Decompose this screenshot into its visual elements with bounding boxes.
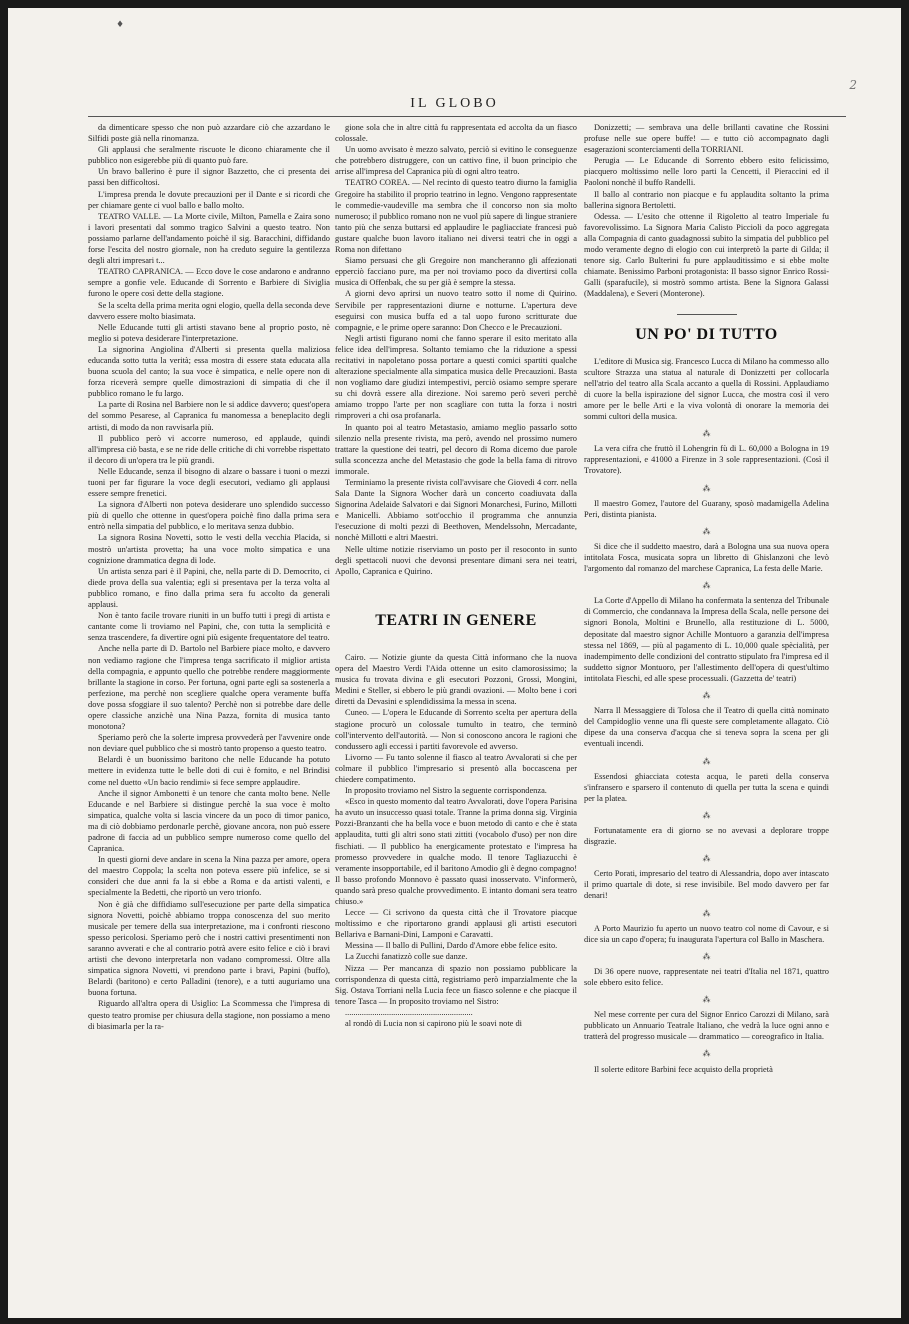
paragraph: Livorno — Fu tanto solenne il fiasco al teatro Avvalorati si che per colmare il pubblico l'impresario si presentò alla boccascena per chiedere compatimento. [335,752,577,784]
paragraph: al rondò di Lucia non si capirono più le soavi note di [345,1019,522,1029]
paragraph: Narra Il Messaggiere di Tolosa che il Teatro di quella città nominato del Campidoglio venne una fli queste sere completamente allagato. Ciò dipese da una conserva d'acqua che si teneva sopra la scena per gli eventuali incendi. [584,706,829,749]
paragraph: La Corte d'Appello di Milano ha confermata la sentenza del Tribunale di Commercio, che condannava la Impresa della Scala, nelle persone dei signori Bonola, Moltini e Brunello, alla restituzione di L. 5000, depositate dal maestro signor Achille Montuoro a garanzia dell'impresa stessa nel 1869, — più al pagamento di L. 10,000 quale spècialità, per inadempimento delle condizioni del contratto stipulato fra l'impresa ed il suddetto signor Montuoro, per l'allestimento dell'opera di quest'ultimo intitolata Fieschi, ed alle spese processuali. (Gazzetta de' teatri) [584,596,829,683]
paragraph: Belardi è un buonissimo baritono che nelle Educande ha potuto mettere in evidenza tutte le belle doti di cui è fornito, e nel Brindisi come nel duetto «Un bacio rendimi» si fece sempre applaudire. [88,755,330,787]
paragraph: La parte di Rosina nel Barbiere non le si addice davvero; quest'opera del sommo Pesarese, al Capranica fu manomessa a beneplacito degli artisti, di modo da non ravvisarla più. [88,400,330,432]
header-rule [88,116,846,117]
column-3-items [584,356,829,1075]
paragraph: La signorina Angiolina d'Alberti si presenta quella maliziosa educanda sotto tutta la verità; essa mostra di essere stata educata alla buona scuola del canto; la sua voce è simpatica, e nelle opere non di forza riceverà sempre quelle dimostrazioni di simpatia di che il pubblico romano le fu largo. [88,344,330,399]
paragraph: Il pubblico però vi accorre numeroso, ed applaude, quindi all'impresa ciò basta, e se ne ride delle critiche di chi vorrebbe rispettato il decoro di un'opera tra le più grandi. [88,433,330,465]
paragraph: gione sola che in altre città fu rappresentata ed accolta da un fiasco colossale. [335,123,577,144]
paragraph: In quanto poi al teatro Metastasio, amiamo meglio passarlo sotto silenzio nella presente rivista, ma però, avendo nel prossimo numero trattare la questione dei teatri, pel decoro di Roma dicemo due parole sulla sconcezza anche del Metastasio che gode la bella fama di ritrovo immorale. [335,422,577,476]
page-number: 2 [849,78,857,92]
item-separator: ⁂ [702,429,711,439]
column-1 [88,122,330,1032]
item-separator: ⁂ [702,908,711,918]
paragraph: Messina — Il ballo di Pullini, Dardo d'Amore ebbe felice esito. [345,941,558,951]
paragraph: Nelle Educande, senza il bisogno di alzare o bassare i tuoni o mezzi tuoni per far figurare la voce degli esecutori, vediamo gli applausi essere sempre frenetici. [88,466,330,499]
paragraph: Non è tanto facile trovare riuniti in un buffo tutti i pregi di artista e cantante come li troviamo nel Papini, che, con tutta la semplicità e senza trascendere, fa divertire ogni più esigente frequentatore del teatro. [88,611,330,643]
paragraph: Certo Porati, impresario del teatro di Alessandria, dopo aver intascato il primo quartale di dote, si rese invisibile. Bel modo davvero per far denari! [584,869,829,901]
paragraph: Nelle Educande tutti gli artisti stavano bene al proprio posto, nè meglio si poteva desiderare l'interpretazione. [88,322,330,343]
paragraph: Il maestro Gomez, l'autore del Guarany, sposò madamigella Adelina Peri, distinta pianista. [584,498,829,519]
column-2 [335,122,577,1029]
paragraph: L'impresa prenda le dovute precauzioni per il Dante e si ricordi che per chiamare gente ci vuol ballo e ballo molto. [88,189,330,210]
paragraph: Nizza — Per mancanza di spazio non possiamo pubblicare la corrispondenza di questa città, registriamo però imparzialmente che la Sig. Ostava Torriani nella Lucia fece un fiasco solenne e che piacque il tenore Tasca — In proposito troviamo nel Sistro: [335,963,577,1006]
column-3 [584,122,829,1081]
paragraph: A Porto Maurizio fu aperto un nuovo teatro col nome di Cavour, e si dice sia un capo d'opera; fu inaugurata l'apertura col Ballo in Maschera. [584,923,829,944]
paragraph: Donizzetti; — sembrava una delle brillanti cavatine che Rossini profuse nelle sue opere buffe! — e tutto ciò accompagnato dagli esagerazioni sconterciamenti della TORRIANI. [584,123,829,155]
paragraph: TEATRO COREA. — Nel recinto di questo teatro diurno la famiglia Gregoire ha stabilito il proprio teatrino in legno. Vengono rappresentate le commedie-vaudeville ma sembra che il concorso non sia molto numeroso; il pubblico romano non ne vuol più sapere di lingue straniere tanto più che senza buttarsi ed applaudire le pagliacciate francesi può gustare qualche buon lavoro italiano nei diversi teatri che in oggi a Roma non difettano [335,178,577,255]
paragraph: Speriamo però che la solerte impresa provvederà per l'avvenire onde non deviare quel pubblico che si mostrò tanto propenso a questo teatro. [88,733,330,754]
item-separator: ⁂ [702,854,711,864]
paragraph: Fortunatamente era di giorno se no avevasi a deplorare troppe disgrazie. [584,825,829,847]
paragraph: da dimenticare spesso che non può azzardare ciò che azzardano le Silfidi poste già nella rinomanza. [88,123,330,144]
paragraph: La signora Rosina Novetti, sotto le vesti della vecchia Placida, si mostrò un'artista provetta; ha una voce molto simpatica e una cognizione drammatica degna di lode. [88,533,330,565]
column-2-top [335,122,577,577]
paragraph: «Esco in questo momento dal teatro Avvalorati, dove l'opera Parisina ha avuto un insuccesso quasi totale. Tranne la prima donna sig. Virginia Pozzi-Branzanti che ha bella voce e buon metodo di canto e che è stata applaudita, tutti gli altri sono stati zittiti (vocabolo d'uso) per non dire fischiati. — Il pubblico ha energicamente protestato e l'impresa ha promesso provvedere in qualche modo. Il tenore Tagliazucchi è veramente insopportabile, ed il baritono Amodio gli è degno compagno! Il basso profondo Monnovo è passato quasi inosservato. V'informerò, quando sarà preso qualche provvedimento. E intanto domani sera teatro chiuso.» [335,797,577,906]
paragraph: Cairo. — Notizie giunte da questa Città informano che la nuova opera del Maestro Verdi l'Aida ottenne un esito clamorosissimo; la musica fu trovata divina e gli esecutori Pozzoni, Grossi, Mongini, Medini e Steller, si ebbero le più grandi ovazioni. — Molto bene i cori diretti da Devasini e splendidissima la messa in scena. [335,652,577,707]
column-2-bottom [335,652,577,1029]
paragraph: Un artista senza pari è il Papini, che, nella parte di D. Democrito, ci diede prova della sua valentia; egli si presentava per la terza volta al pubblico romano, e fino dalla prima sera fu accolto da generali applausi. [88,566,330,610]
item-separator: ⁂ [702,691,711,701]
paragraph: Il solerte editore Barbini fece acquisto della proprietà [594,1064,773,1074]
paragraph: TEATRO CAPRANICA. — Ecco dove le cose andarono e andranno sempre a gonfie vele. Educande di Sorrento e Barbiere di Siviglia furono le opere così dette della stagione. [88,267,330,299]
paragraph: Nel mese corrente per cura del Signor Enrico Carozzi di Milano, sarà pubblicato un Annuario Teatrale Italiano, che vedrà la luce ogni anno e tratterà del progresso musicale — drammatico — coreografico in Italia. [584,1010,829,1042]
paragraph: L'editore di Musica sig. Francesco Lucca di Milano ha commesso allo scultore Strazza una statua al naturale di Donizzetti per collocarla nell'atrio del teatro alla Scala accanto a quella di Rossini. Applaudiamo di cuore la bella ispirazione del signor Lucca, che mostra così il vero amore per le belle Arti e la viva volontà di onorare la memoria dei sommi cultori della musica. [584,356,829,422]
item-separator: ⁂ [702,995,711,1005]
paragraph: ............................................................. [345,1007,473,1017]
paragraph: Un uomo avvisato è mezzo salvato, perciò si evitino le conseguenze che potrebbero distruggere, con un cattivo fine, il buon principio che arrise all'impresa del Capranica più di ogni altro teatro. [335,145,577,177]
paragraph: Il ballo al contrario non piacque e fu applaudita soltanto la prima ballerina signora Bertoletti. [584,189,829,210]
paragraph: Anche nella parte di D. Bartolo nel Barbiere piace molto, e davvero non vediamo ragione che l'impresa tenga sacrificato il miglior artista della compagnia, e appunto quello che potrebbe rendere maggiormente brillante la stagione in corso. Per fortuna, ogni parte egli sa sostenerla a perfezione, ma perchè non scegliere qualche opera veramente buffa dove possa sfoggiare il suo talento? Perchè non si potrebbe dare delle opere classiche anzichè una Nina Pazza, fornita di musica tanto monotona? [88,644,330,732]
section-heading-teatri: TEATRI IN GENERE [375,611,537,629]
paragraph: Perugia — Le Educande di Sorrento ebbero esito felicissimo, piacquero moltissimo nelle loro parti la Cencetti, il Pieraccini ed il Paoloni nonchè il buffo Randelli. [584,156,829,188]
item-separator: ⁂ [702,483,711,493]
item-separator: ⁂ [702,951,711,961]
paragraph: Lecce — Ci scrivono da questa città che il Trovatore piacque moltissimo e che riportarono grandi applausi gli artisti esecutori Bellariva e Barnani-Dini, Lamponi e Caravatti. [335,908,577,940]
paragraph: Nelle ultime notizie riserviamo un posto per il resoconto in sunto degli spettacoli nuovi che devonsi presentare dimani sera nei teatri, Apollo, Capranica e Quirino. [335,544,577,576]
paragraph: Di 36 opere nuove, rappresentate nei teatri d'Italia nel 1871, quattro sole ebbero esito felice. [584,966,829,987]
paragraph: Un bravo ballerino è pure il signor Bazzetto, che ci presenta dei passi ben difficoltosi. [88,167,330,188]
paragraph: Negli artisti figurano nomi che fanno sperare il esito meritato alla felice idea dell'impresa. Soltanto temiamo che la riduzione a spessi recitativi in napoletano possa portare a questi comici spartiti qualche alterazione specialmente alla simpatica musica delle Precauzioni. Basta non vogliamo dare giudizi intempestivi, perciò osiamo sempre sperare su chi dovrà essere alla direzione. Noi saremo però severi perchè amiamo troppo l'arte per non scagliare con tutta la forza i nostri rimproveri a chi osa profanarla. [335,333,577,421]
paragraph: La signora d'Alberti non poteva desiderare uno splendido successo più di quello che ottenne in quest'opera poichè fino dalla prima sera entrò nella simpatia del pubblico, e lo meritava senza dubbio. [88,500,330,532]
paragraph: Si dice che il suddetto maestro, darà a Bologna una sua nuova opera intitolata Fosca, musicata sopra un libretto di Ghislanzoni che levò l'argomento dal romanzo del marchese Capranica, La festa delle Marie. [584,541,829,574]
printer-mark: ♦ [116,20,125,30]
item-separator: ⁂ [702,756,711,766]
paragraph: Anche il signor Ambonetti è un tenore che canta molto bene. Nelle Educande e nel Barbiere si distingue perchè la sua voce è molto simpatica, qualche volta si lascia vincere da un poco di timor panico, ma di ciò dobbiamo perdonarle perchè, giovane ancora, non può essere padrone di faccia ad un pubblico sempre numeroso come quello del Capranica. [88,788,330,854]
item-separator: ⁂ [702,526,711,536]
paragraph: Terminiamo la presente rivista coll'avvisare che Giovedi 4 corr. nella Sala Dante la Signora Wocher darà un concerto coadiuvata dalla Signorina Adelaide Salvatori e dai Signori Monarchesi, Furino, Millotti e Manicelli. Abbiamo sott'occhio il programma che annunzia l'esecuzione di molti pezzi di Beethoven, Mendelssohn, Mercadante, nonchè Millotti e altri Maestri. [335,478,577,543]
section-heading-tutto: UN PO' DI TUTTO [635,325,778,343]
paragraph: Non è già che diffidiamo sull'esecuzione per parte della simpatica signora Novetti, poichè abbiamo troppa conoscenza del suo merito musicale per temere della sua interpretazione, ma i confronti riescono spesso pericolosi. Speriamo però che i nostri cattivi presentimenti non saranno avverati e che al contrario potrà avere esito felice e ciò i bravi artisti che devono interpretarla non vadano compromessi. Oltre alla simpatica signora Novetti, vi prendono parte i bravi, Papini (buffo), Belardi (baritono) e certo Palladini (tenore), e a tutti auguriamo una buona fortuna. [88,899,330,998]
divider [677,314,737,315]
paragraph: La Zucchi fanatizzò colle sue danze. [345,952,468,962]
masthead-title: IL GLOBO [410,96,499,111]
paragraph: Odessa. — L'esito che ottenne il Rigoletto al teatro Imperiale fu favorevolissimo. La Signora Maria Calisto Piccioli da poco aggregata alla Compagnia di canto guadagnossi subito la simpatia del pubblico pel modo veramente degno di elogio con cui interpretò la parte di Gilda; il tenore sig. Carlo Bulterini fu pure applauditissimo e si ebbe molte chiamate. Benissimo Parboni protagonista: Il basso signor Enrico Rossi-Galli (sparafucile), si mostrò sommo artista. Bene la Signora Galassi (Maddalena), e Severi (Monterone). [584,211,829,299]
newspaper-page [8,8,901,1318]
paragraph: TEATRO VALLE. — La Morte civile, Milton, Pamella e Zaira sono i lavori presentati dal sommo tragico Salvini a questo teatro. Non possiamo parlarne dell'andamento poichè il sig. Baracchini, diffidando forse l'escita del nostro giornale, non ha creduto seguire la gentilezza degli altri impresari t... [88,211,330,266]
item-separator: ⁂ [702,1049,711,1059]
paragraph: Essendosi ghiacciata cotesta acqua, le pareti della conserva s'infransero e sparsero il contenuto di quella per tutta la scena e quindi per la platea. [584,771,829,803]
item-separator: ⁂ [702,581,711,591]
paragraph: In proposito troviamo nel Sistro la seguente corrispondenza. [345,786,547,796]
paragraph: Riguardo all'altra opera di Usiglio: La Scommessa che l'impresa di questo teatro promise per chiusura della stagione, non possiamo a meno di biasimarla per la ra- [88,999,330,1031]
paragraph: Se la scelta della prima merita ogni elogio, quella della seconda deve davvero essere molto biasimata. [88,300,330,321]
item-separator: ⁂ [702,810,711,820]
paragraph: Gli applausi che seralmente riscuote le dicono chiaramente che il pubblico non esigerebbe più di quanto può fare. [88,145,330,166]
paragraph: Siamo persuasi che gli Gregoire non mancheranno gli affezionati epperciò facciano pure, ma per noi troviamo poco da divertirsi colla musica di Offenbak, che su per già è sempre la stessa. [335,256,577,288]
column-3-top [584,122,829,300]
paragraph: La vera cifra che fruttò il Lohengrin fù di L. 60,000 a Bologna in 19 rappresentazioni, e 41000 a Firenze in 3 sole rappresentazioni. (Così il Trovatore). [584,444,829,476]
paragraph: In questi giorni deve andare in scena la Nina pazza per amore, opera del maestro Coppola; la scelta non poteva essere più infelice, se si consideri che due anni fa la si ebbe a Roma e da artisti valenti, e specialmente la Bedetti, che riportò un vero trionfo. [88,855,330,898]
paragraph: A giorni devo aprirsi un nuovo teatro sotto il nome di Quirino. Servibile per rappresentazioni diurne e notturne. L'apertura deve eseguirsi con musica buffa ed a tal uopo furono scritturate due compagnie, e le prime opere saranno: Don Checco e le Precauzioni. [335,289,577,332]
paragraph: Cuneo. — L'opera le Educande di Sorrento scelta per apertura della stagione procurò un colossale tumulto in teatro, che terminò coll'intervento dell'autorità. — Non si conoscono ancora le ragioni che condussero agli eccessi i partiti favorevole ed avverso. [335,708,577,751]
